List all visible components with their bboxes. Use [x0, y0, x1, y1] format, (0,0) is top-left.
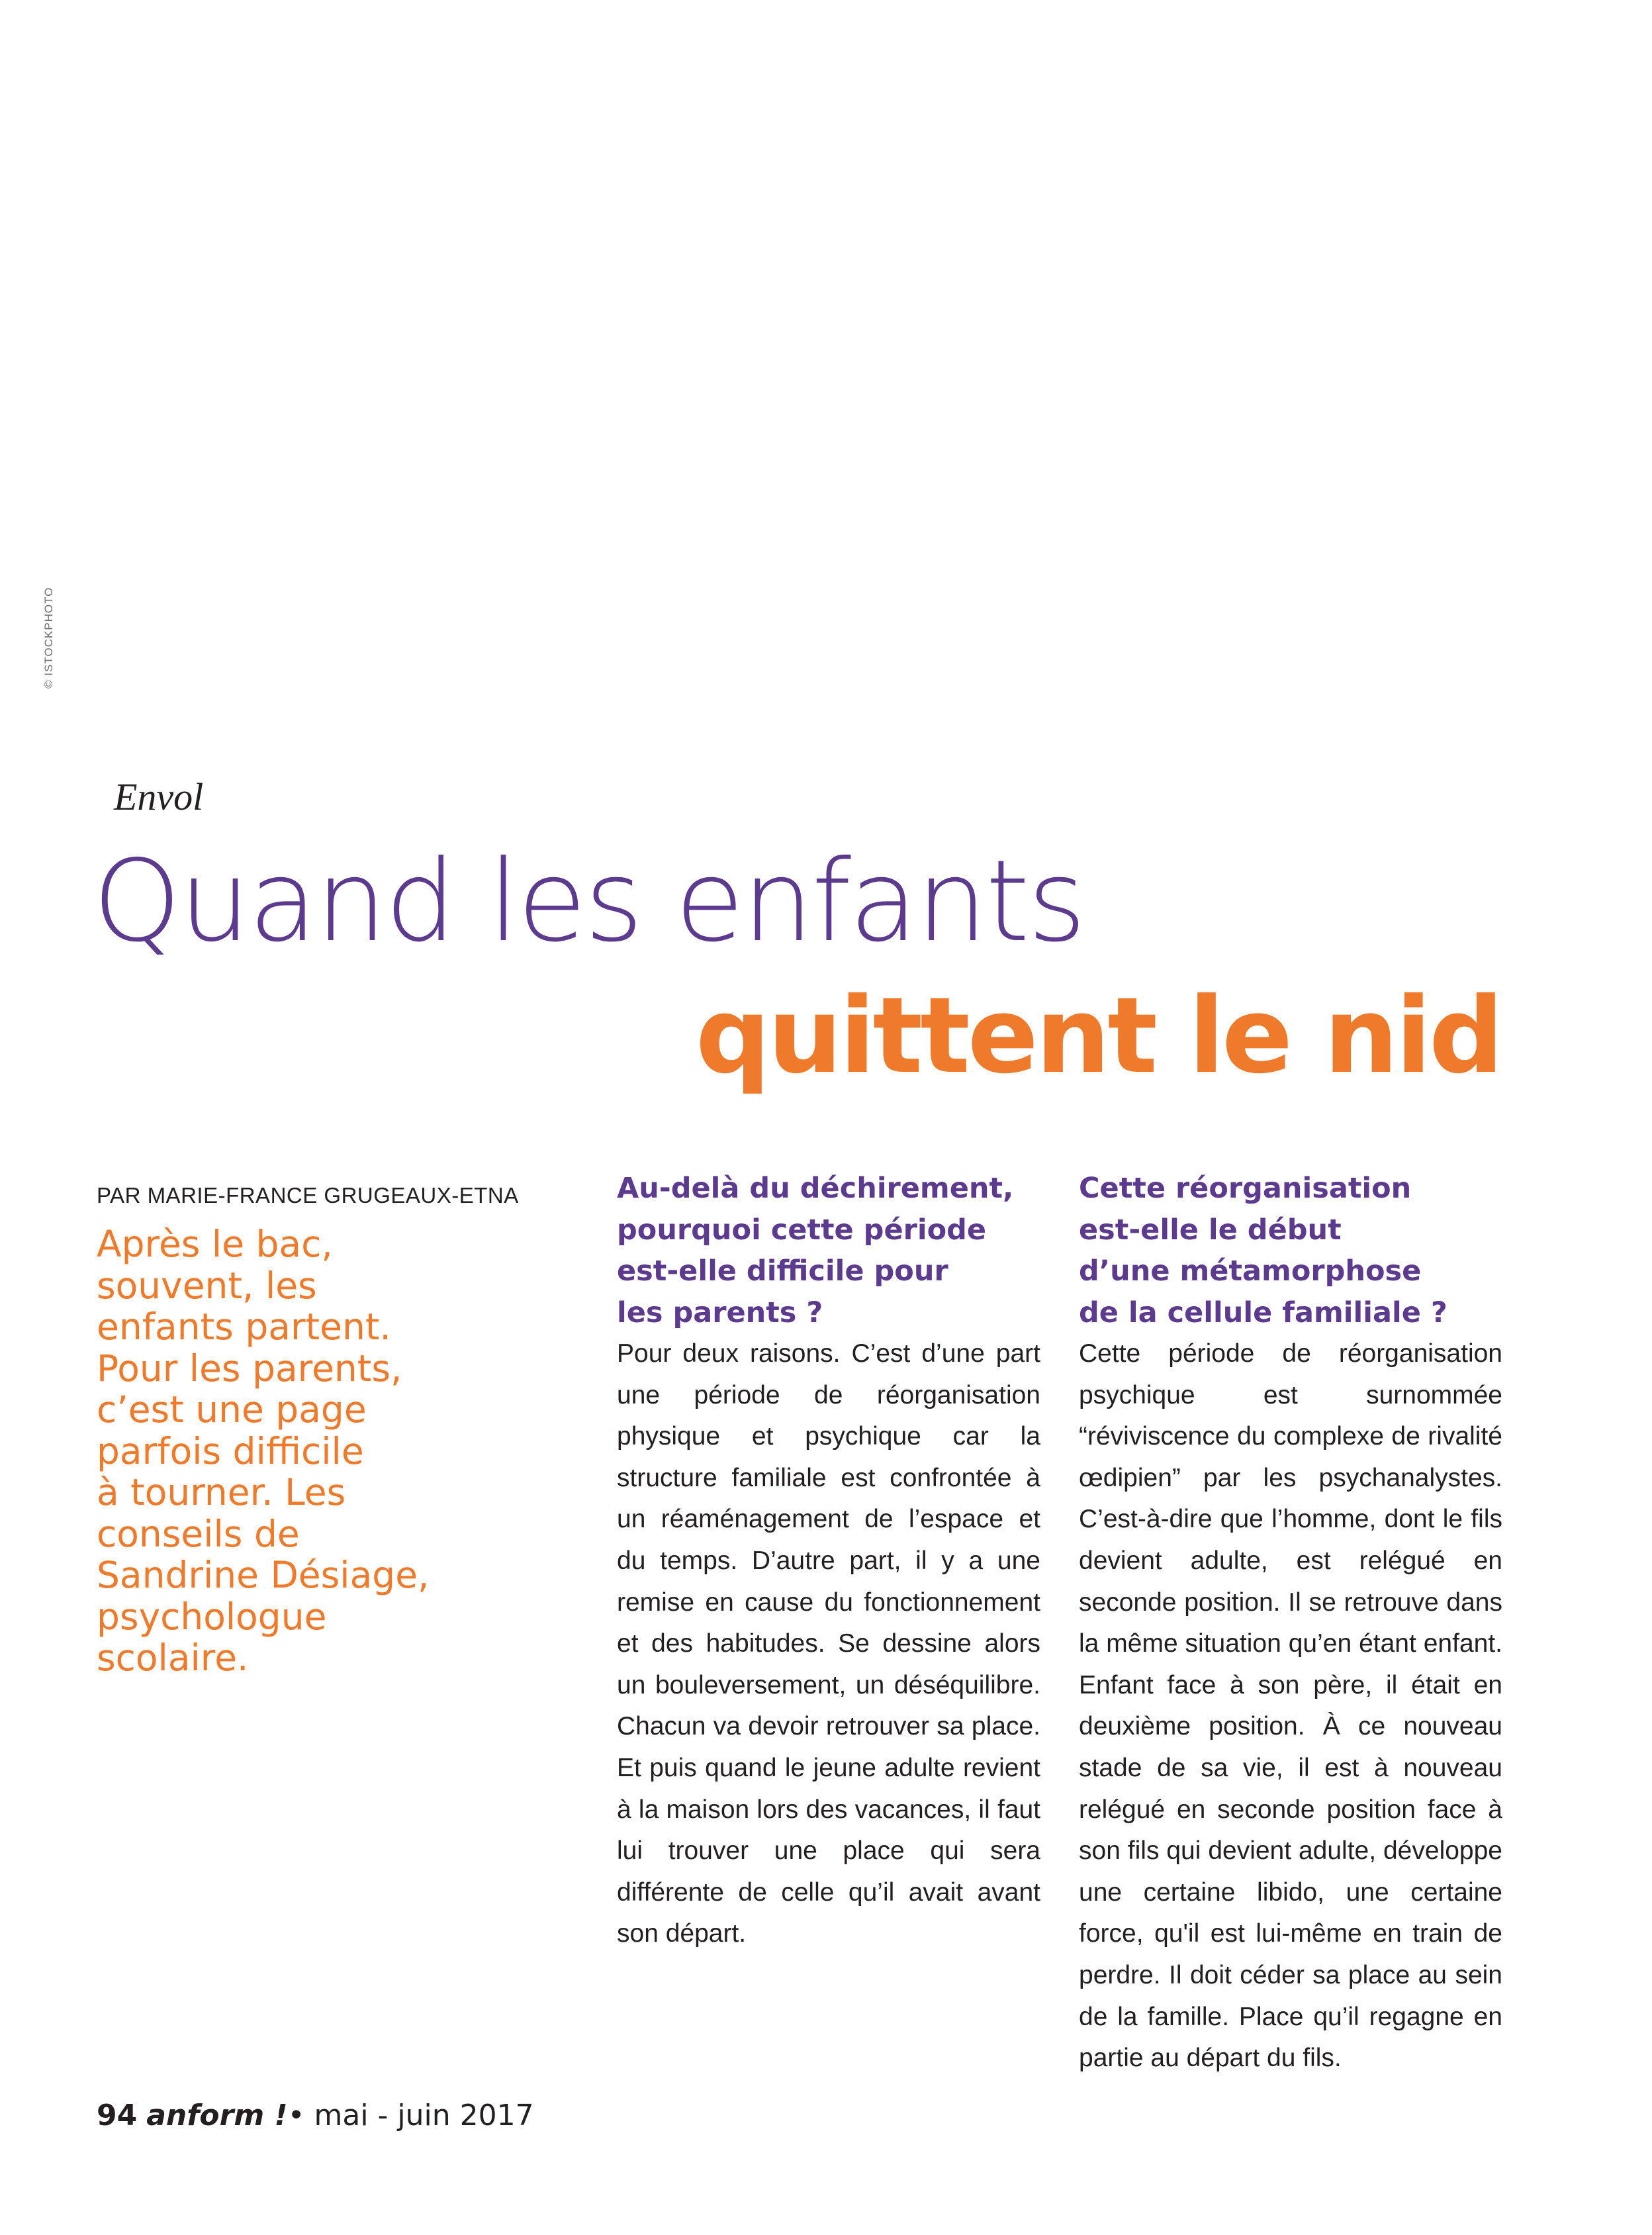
page-footer: [97, 2099, 534, 2132]
section-kicker: Envol: [114, 775, 204, 818]
question-line: Au-delà du déchirement,: [617, 1172, 1014, 1205]
question-line: est-elle le début: [1079, 1213, 1342, 1247]
intro-lede: [97, 1223, 507, 1679]
headline-line-2: quittent le nid: [695, 975, 1501, 1097]
intro-line: scolaire.: [97, 1637, 249, 1679]
intro-line: c’est une page: [97, 1388, 367, 1431]
intro-line: à tourner. Les: [97, 1471, 346, 1513]
question-line: est-elle difficile pour: [617, 1255, 948, 1288]
intro-line: souvent, les: [97, 1264, 317, 1307]
intro-line: Pour les parents,: [97, 1347, 402, 1390]
column-section-1: [617, 1168, 1040, 1955]
byline: PAR MARIE-FRANCE GRUGEAUX-ETNA: [97, 1183, 519, 1208]
question-line: de la cellule familiale ?: [1079, 1296, 1447, 1329]
magazine-name: anform !: [146, 2099, 288, 2132]
question-heading: [617, 1168, 1040, 1333]
intro-line: parfois difficile: [97, 1429, 364, 1472]
intro-line: Après le bac,: [97, 1223, 333, 1265]
issue-date: mai - juin 2017: [314, 2099, 534, 2132]
question-line: d’une métamorphose: [1079, 1255, 1422, 1288]
answer-paragraph: Pour deux raisons. C’est d’une part une période de réorganisation physique et psychique car la structure familiale est confrontée à un réaménagement de l’espace et du temps. D’autre part, il y a une remise en cause du fonctionnement et des habitudes. Se dessine alors un bouleversement, un déséquilibre. Chacun va devoir retrouver sa place. Et puis quand le jeune adulte revient à la maison lors des vacances, il faut lui trouver une place qui sera différente de celle qu’il avait avant son départ.: [617, 1339, 1040, 1948]
intro-line: Sandrine Désiage,: [97, 1554, 430, 1596]
answer-paragraph: Cette période de réorganisation psychique est surnommée “réviviscence du complexe de rivalité œdipien” par les psychanalystes. C’est-à-dire que l’homme, dont le fils devient adulte, est relégué en seconde position. Il se retrouve dans la même situation qu’en étant enfant. Enfant face à son père, il était en deuxième position. À ce nouveau stade de sa vie, il est à nouveau relégué en seconde position face à son fils qui devient adulte, développe une certaine libido, une certaine force, qu'il est lui-même en train de perdre. Il doit céder sa place au sein de la famille. Place qu’il regagne en partie au départ du fils.: [1079, 1339, 1502, 2073]
headline-line-1: Quand les enfants: [93, 836, 1085, 967]
page-number: 94: [97, 2099, 138, 2132]
intro-line: enfants partent.: [97, 1306, 391, 1348]
intro-line: conseils de: [97, 1512, 300, 1555]
column-section-2: [1079, 1168, 1502, 2079]
question-line: pourquoi cette période: [617, 1213, 987, 1247]
question-line: les parents ?: [617, 1296, 823, 1329]
question-line: Cette réorganisation: [1079, 1172, 1412, 1205]
footer-separator: •: [287, 2099, 305, 2132]
intro-line: psychologue: [97, 1595, 327, 1638]
photo-credit: © ISTOCKPHOTO: [42, 587, 55, 689]
question-heading: [1079, 1168, 1502, 1333]
